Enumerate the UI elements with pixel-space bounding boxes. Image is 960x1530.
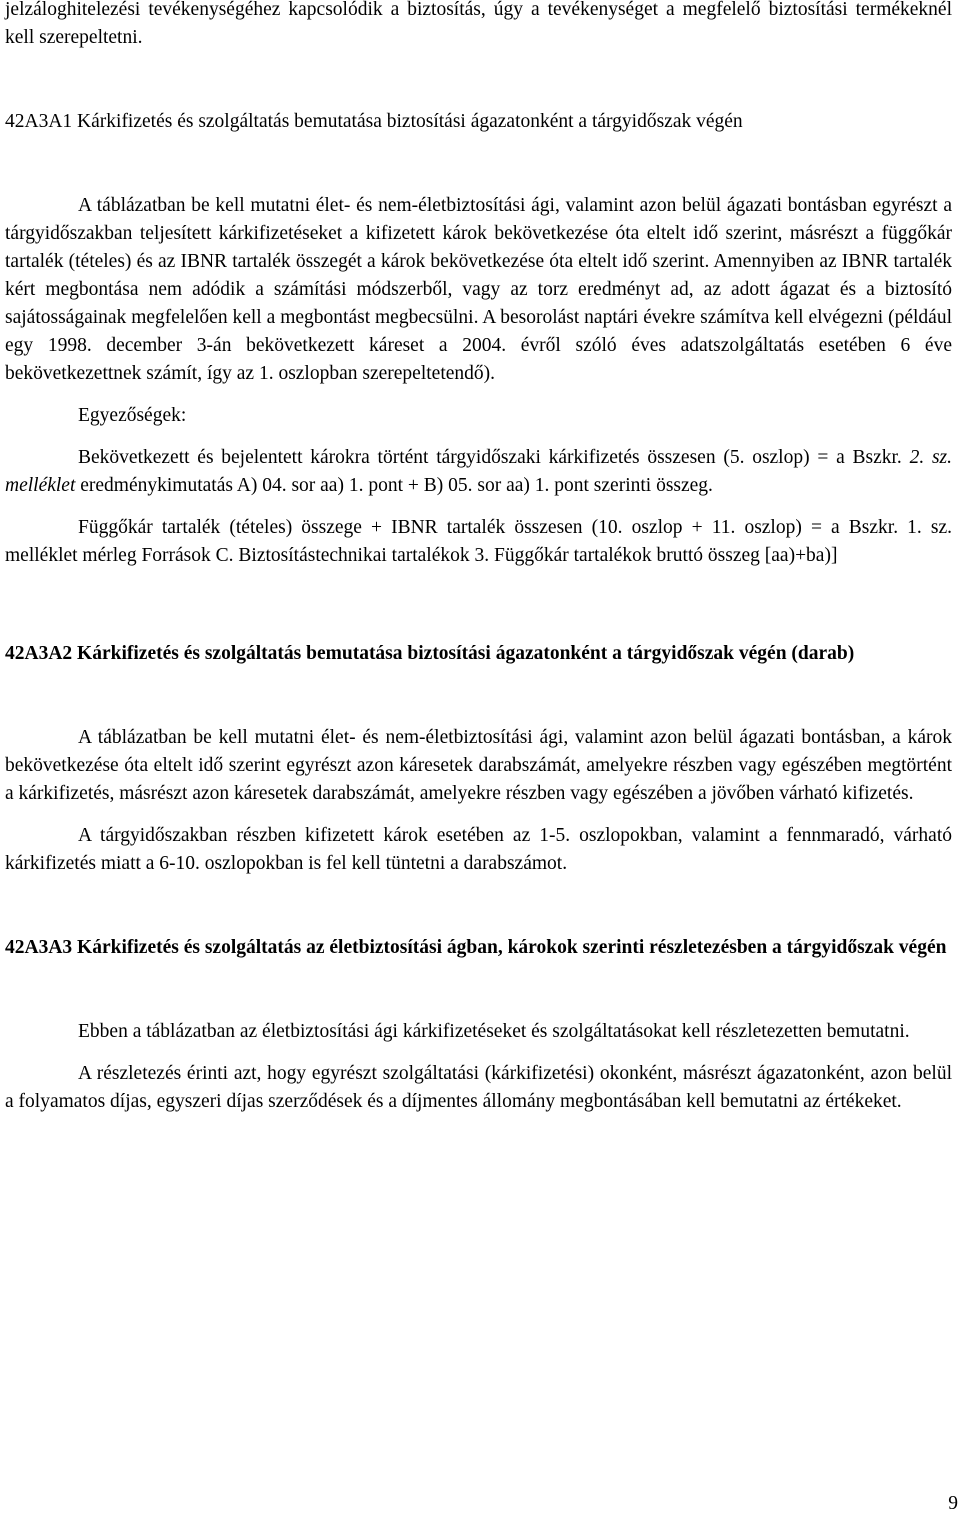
section-2-heading: 42A3A2 Kárkifizetés és szolgáltatás bemutatása biztosítási ágazatonként a tárgyidőszak végén (darab) (5, 643, 855, 664)
section-1-equalities-label: Egyezőségek: (78, 405, 187, 426)
section-3-heading: 42A3A3 Kárkifizetés és szolgáltatás az életbiztosítási ágban, károkok szerinti részletezésben a tárgyidőszak végén (5, 937, 947, 958)
equality-1-text-start: Bekövetkezett és bejelentett károkra történt tárgyidőszaki kárkifizetés összesen (5. oszlop) = a Bszkr. (78, 447, 910, 468)
section-3-paragraph-1: Ebben a táblázatban az életbiztosítási ági kárkifizetéseket és szolgáltatásokat kell részletezetten bemutatni. (78, 1021, 910, 1042)
equality-1-text-end: eredménykimutatás A) 04. sor aa) 1. pont + B) 05. sor aa) 1. pont szerinti összeg. (75, 475, 713, 496)
section-2-paragraph-1: A táblázatban be kell mutatni élet- és nem-életbiztosítási ági, valamint azon belül ágazati bontásban, a károk bekövetkezése óta eltelt idő szerint egyrészt azon káresetek darabszámát, amelyekre részben vagy egészében megtörtént a kárkifizetés, másrészt azon káresetek darabszámát, amelyekre részben vagy egészében a jövőben várható kifizetés. (5, 727, 952, 804)
section-1-paragraph-1: A táblázatban be kell mutatni élet- és nem-életbiztosítási ági, valamint azon belül ágazati bontásban egyrészt a tárgyidőszakban teljesített kárkifizetéseket a kifizetett károk bekövetkezése óta eltelt idő szerint, másrészt a függőkár tartalék (tételes) és az IBNR tartalék összegét a károk bekövetkezése óta eltelt idő szerint. Amennyiben az IBNR tartalék kért megbontása nem adódik a számítási módszerből, vagy az torz eredményt ad, az adott ágazat és a biztosító sajátosságainak megfelelően kell a megbontást megbecsülni. A besorolást naptári évekre számítva kell elvégezni (például egy 1998. december 3-án bekövetkezett káreset a 2004. évről szóló éves adatszolgáltatás esetében 6 éve bekövetkezettnek számít, így az 1. oszlopban szerepeltetendő). (5, 195, 952, 384)
section-3-paragraph-2: A részletezés érinti azt, hogy egyrészt szolgáltatási (kárkifizetési) okonként, másrészt ágazatonként, azon belül a folyamatos díjas, egyszeri díjas szerződések és a díjmentes állomány megbontásában kell bemutatni az értékeket. (5, 1063, 952, 1112)
section-1-equality-2: Függőkár tartalék (tételes) összege + IBNR tartalék összesen (10. oszlop + 11. oszlop) = a Bszkr. 1. sz. melléklet mérleg Források C. Biztosítástechnikai tartalékok 3. Függőkár tartalékok bruttó összeg [aa)+ba)] (5, 517, 952, 566)
document-page (5, 0, 952, 1116)
equality-1-italic-ref: 2. sz. melléklet (5, 447, 952, 496)
intro-paragraph: jelzáloghitelezési tevékenységéhez kapcsolódik a biztosítás, úgy a tevékenységet a megfelelő biztosítási termékeknél kell szerepeltetni. (5, 0, 952, 48)
section-2-paragraph-2: A tárgyidőszakban részben kifizetett károk esetében az 1-5. oszlopokban, valamint a fennmaradó, várható kárkifizetés miatt a 6-10. oszlopokban is fel kell tüntetni a darabszámot. (5, 825, 952, 874)
section-1-equality-1 (5, 444, 952, 500)
section-1-heading: 42A3A1 Kárkifizetés és szolgáltatás bemutatása biztosítási ágazatonként a tárgyidőszak végén (5, 111, 743, 132)
page-number: 9 (948, 1493, 958, 1514)
